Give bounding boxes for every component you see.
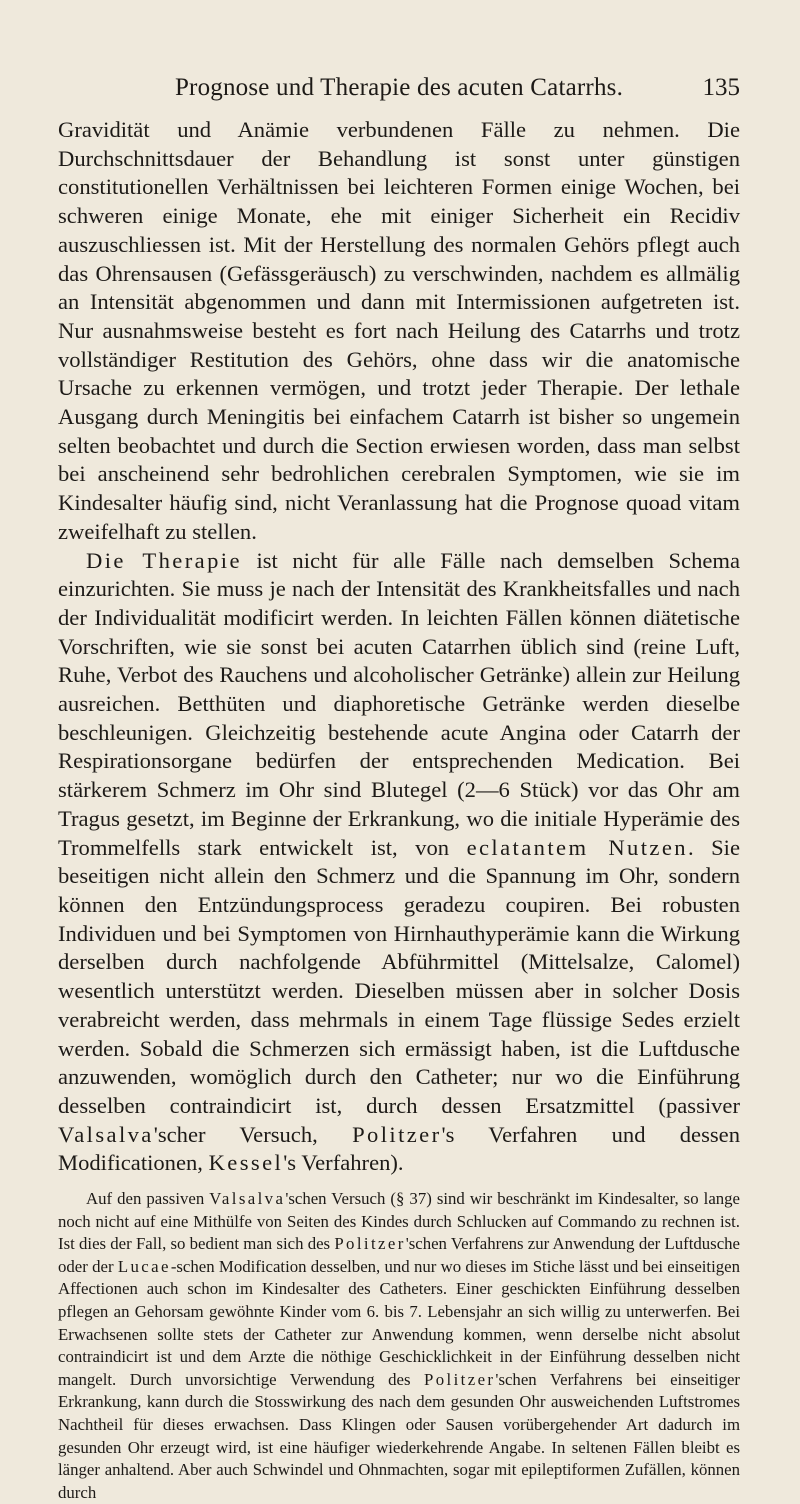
running-title: Prognose und Therapie des acuten Catarrhs. [174, 74, 624, 101]
running-header [58, 70, 740, 106]
note-name-lucae: Lucae [117, 1256, 171, 1276]
therapy-text-b: . Sie beseitigen nicht allein den Schmerz und die Spannung im Ohr, sondern können den Entzündungsprocess geradezu coupiren. Bei robusten Individuen und bei Symptomen von Hirnhauthyperämie kann die Wirkung derselben durch nachfolgende Abführmittel (Mittelsalze, Calomel) wesentlich unterstützt werden. Dieselben müssen aber in solcher Dosis verabreicht werden, dass mehrmals in einem Tage flüssige Sedes erzielt werden. Sobald die Schmerzen sich ermässigt haben, ist die Luftdusche anzuwenden, womöglich durch den Catheter; nur wo die Einführung desselben contraindicirt ist, durch dessen Ersatzmittel (passiver [58, 834, 740, 1118]
small-print-note [58, 1188, 740, 1504]
therapy-heading: Die Therapie [86, 547, 242, 573]
note-name-politzer: Politzer [334, 1234, 406, 1254]
note-text-d: -schen Modification desselben, und nur wo dieses im Stiche lässt und bei einseitigen Affectionen auch schon im Kindesalter des Catheters. Einer geschickten Einführung desselben pflegen an Gehorsam gewöhnte Kinder vom 6. bis 7. Lebensjahr an sich willig zu unterwerfen. Bei Erwachsenen sollte stets der Catheter zur Anwendung kommen, wenn derselbe nicht absolut contraindicirt ist und dem Arzte die nöthige Geschicklichkeit in der Einführung desselben nicht mangelt. Durch unvorsichtige Verwendung des [58, 1256, 740, 1389]
note-name-valsalva: Valsalva [209, 1189, 286, 1209]
page-number: 135 [702, 74, 740, 101]
name-kessel: Kessel [208, 1150, 284, 1176]
main-text [58, 116, 740, 1504]
note-name-politzer-2: Politzer [424, 1369, 496, 1389]
therapy-text-d: 's Verfahren und dessen Modificationen, [58, 1121, 741, 1176]
paragraph-therapy [58, 547, 740, 1178]
name-valsalva: Valsalva [58, 1121, 154, 1147]
paragraph-prognosis: Gravidität und Anämie verbundenen Fälle zu nehmen. Die Durchschnittsdauer der Behandlung ist sonst unter günstigen constitutionellen Verhältnissen bei leichteren Formen einige Wochen, bei schweren einige Monate, ehe mit einiger Sicherheit ein Recidiv auszuschliessen ist. Mit der Herstellung des normalen Gehörs pflegt auch das Ohrensausen (Gefässgeräusch) zu verschwinden, nachdem es allmälig an Intensität abgenommen und dann mit Intermissionen aufgetreten ist. Nur ausnahmsweise besteht es fort nach Heilung des Catarrhs und trotz vollständiger Restitution des Gehörs, ohne dass wir die anatomische Ursache zu erkennen vermögen, und trotzt jeder Therapie. Der lethale Ausgang durch Meningitis bei einfachem Catarrh ist bisher so ungemein selten beobachtet und durch die Section erwiesen worden, dass man selbst bei anscheinend sehr bedrohlichen cerebralen Symptomen, wie sie im Kindesalter häufig sind, nicht Veranlassung hat die Prognose quoad vitam zweifelhaft zu stellen. [58, 117, 740, 544]
name-politzer: Politzer [352, 1121, 442, 1147]
emphasis-eclatant: eclatantem Nutzen [466, 834, 688, 860]
therapy-text-a: ist nicht für alle Fälle nach demselben Schema einzurichten. Sie muss je nach der Intensität des Krankheitsfalles und nach der Individualität modificirt werden. In leichten Fällen können diätetische Vorschriften, wie sie sonst bei acuten Catarrhen üblich sind (reine Luft, Ruhe, Verbot des Rauchens und alcoholischer Getränke) allein zur Heilung ausreichen. Betthüten und diaphoretische Getränke werden dieselbe beschleunigen. Gleichzeitig bestehende acute Angina oder Catarrh der Respirationsorgane bedürfen der entsprechenden Medication. Bei stärkerem Schmerz im Ohr sind Blutegel (2—6 Stück) vor das Ohr am Tragus gesetzt, im Beginne der Erkrankung, wo die initiale Hyperämie des Trommelfells stark entwickelt ist, von [58, 547, 740, 860]
note-text-c: 'schen Verfahrens zur Anwendung der Luftdusche oder der [58, 1234, 740, 1276]
therapy-text-e: 's Verfahren). [283, 1150, 404, 1176]
therapy-text-c: 'scher Versuch, [153, 1121, 353, 1147]
note-text-a: Auf den passiven [86, 1189, 210, 1209]
note-text-e: 'schen Verfahrens bei einseitiger Erkrankung, kann durch die Stosswirkung des nach dem gesunden Ohr ausweichenden Luftstromes Nachtheil für dieses erwachsen. Dass Klingen oder Sausen vorübergehender Art dadurch im gesunden Ohr erzeugt wird, ist eine häufiger wiederkehrende Angabe. In seltenen Fällen bleibt es länger anhaltend. Aber auch Schwindel und Ohnmachten, sogar mit epileptiformen Zufällen, können durch [58, 1369, 740, 1502]
note-text-b: 'schen Versuch (§ 37) sind wir beschränkt im Kindesalter, so lange noch nicht auf eine Mithülfe von Seiten des Kindes durch Schlucken auf Commando zu rechnen ist. Ist dies der Fall, so bedient man sich des [58, 1189, 740, 1254]
